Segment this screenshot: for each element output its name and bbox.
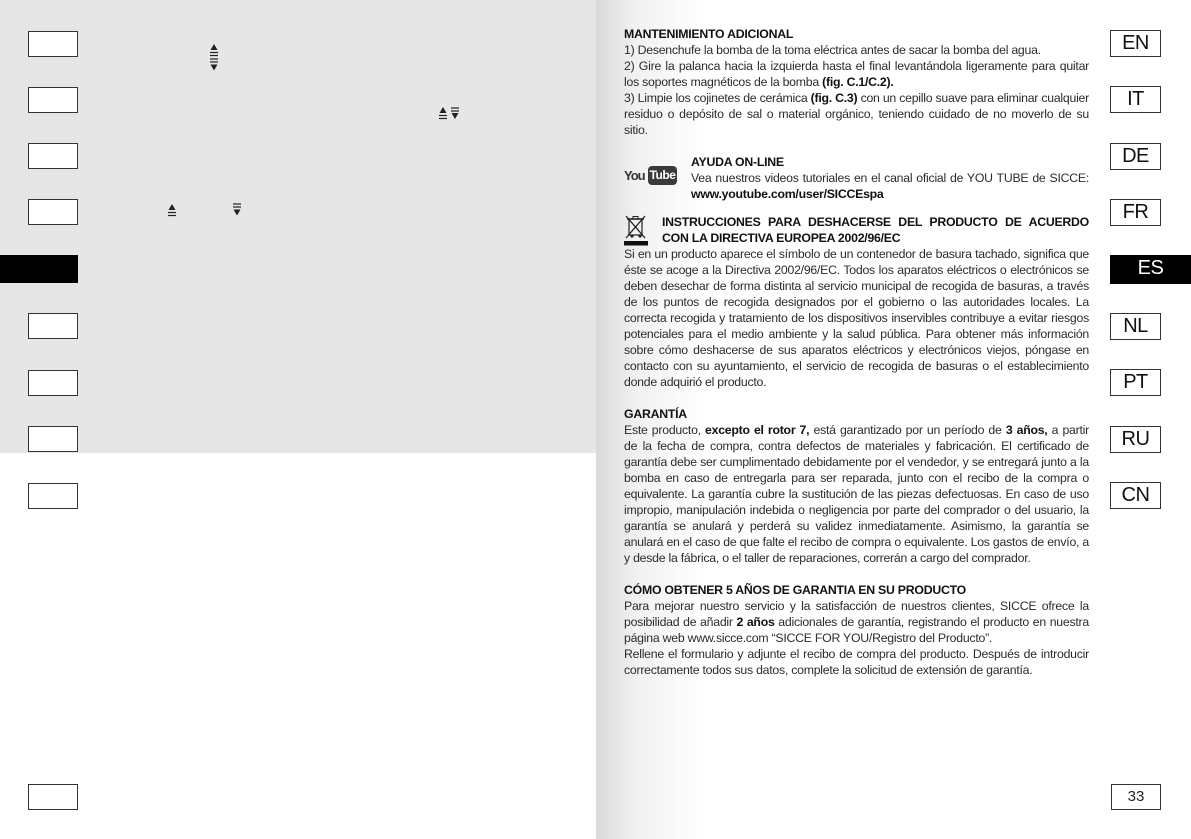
youtube-logo-icon — [624, 166, 678, 186]
maintenance-step-1-text: 1) Desenchufe la bomba de la toma eléctrica antes de sacar la bomba del agua. — [624, 43, 1041, 57]
left-lang-tab-2[interactable] — [28, 87, 78, 113]
text-column — [624, 26, 1089, 678]
lang-tab-pt[interactable]: PT — [1110, 369, 1161, 396]
left-lang-tab-active[interactable] — [0, 255, 78, 283]
warranty-text-a: Este producto, — [624, 423, 706, 437]
youtube-logo-tube: Tube — [648, 166, 677, 185]
youtube-logo-you: You — [624, 168, 645, 183]
figure-reference: (fig. C.1/C.2). — [822, 75, 894, 89]
warranty-title: GARANTÍA — [624, 407, 687, 421]
online-help-text — [691, 170, 1089, 202]
extension-text-1 — [624, 598, 1089, 646]
disposal-text: Si en un producto aparece el símbolo de un contenedor de basura tachado, significa que éste se acoge a la Directiva 2002/96/EC. Todos los aparatos eléctricos o electrónicos se deben desechar de forma distinta al servicio municipal de recogida de basuras, a través de los puntos de recogida designados por el gobierno o las autoridades locales. La correcta recogida y tratamiento de los dispositivos inservibles contribuye a evitar riesgos potenciales para el medio ambiente y la salud pública. Para obtener más información sobre cómo deshacerse de sus aparatos eléctricos y electrónicos viejos, póngase en contacto con su ayuntamiento, el servicio de recogida de basuras o el establecimiento donde adquirió el producto. — [624, 247, 1089, 389]
disposal-heading-block — [624, 214, 1089, 246]
level-up-down-inline-icon — [438, 107, 462, 120]
lang-tab-ru[interactable]: RU — [1110, 426, 1161, 453]
left-lang-tab-3[interactable] — [28, 143, 78, 169]
lang-tab-de[interactable]: DE — [1110, 143, 1161, 170]
warranty-exception: excepto el rotor 7, — [705, 423, 810, 437]
left-lang-tab-4[interactable] — [28, 199, 78, 225]
left-lang-tab-9[interactable] — [28, 483, 78, 509]
left-lang-tab-6[interactable] — [28, 313, 78, 339]
level-down-icon — [231, 203, 243, 217]
lang-tab-cn[interactable]: CN — [1110, 482, 1161, 509]
extension-text-b: adicionales de garantía, registrando el producto en nuestra página web www.sicce.com “SICCE FOR YOU/Registro del Producto”. — [624, 615, 1089, 645]
warranty-text-c: a partir de la fecha de compra, contra defectos de materiales y fabricación. El certificado de garantía debe ser cumplimentado debidamente por el vendedor, y se entregará junto a la bomba en caso de entregarla para ser reparada, junto con el recibo de la compra o equivalente. La garantía cubre la sustitución de las piezas defectuosas. En caso de uso impropio, manipulación indebida o negligencia por parte del comprador o del usuario, la garantía se anulará y perderá su validez inmediatamente. Asimismo, la garantía se anulará en el caso de que falte el recibo de compra o equivalente. Los gastos de envío, a y desde la fábrica, o el taller de reparaciones, correrán a cargo del comprador. — [624, 423, 1089, 565]
extension-text-a: Para mejorar nuestro servicio y la satisfacción de nuestros clientes, SICCE ofrece la posibilidad de añadir — [624, 599, 1089, 629]
page-number: 33 — [1111, 784, 1161, 810]
maintenance-step-1 — [624, 42, 1089, 58]
maintenance-step-2-text: 2) Gire la palanca hacia la izquierda hasta el final levantándola ligeramente para quitar los soportes magnéticos de la bomba — [624, 59, 1089, 89]
left-lang-tab-1[interactable] — [28, 31, 78, 57]
online-help-title: AYUDA ON-LINE — [691, 155, 784, 169]
level-up-icon — [166, 203, 178, 217]
lang-tab-fr[interactable]: FR — [1110, 199, 1161, 226]
lang-tab-en[interactable]: EN — [1110, 30, 1161, 57]
maintenance-step-3 — [624, 90, 1089, 138]
left-page-number-box — [28, 784, 78, 810]
extension-years: 2 años — [736, 615, 775, 629]
maintenance-step-3-text-a: 3) Limpie los cojinetes de cerámica — [624, 91, 811, 105]
maintenance-title: MANTENIMIENTO ADICIONAL — [624, 27, 794, 41]
extension-text-2: Rellene el formulario y adjunte el recibo de compra del producto. Después de introducir correctamente todos sus datos, complete la solicitud de extensión de garantía. — [624, 647, 1089, 677]
youtube-channel-link[interactable]: www.youtube.com/user/SICCEspa — [691, 187, 884, 201]
extension-title: CÓMO OBTENER 5 AÑOS DE GARANTIA EN SU PRODUCTO — [624, 583, 966, 597]
lang-tab-it[interactable]: IT — [1110, 86, 1161, 113]
online-help-body: Vea nuestros videos tutoriales en el canal oficial de YOU TUBE de SICCE: — [691, 171, 1089, 185]
maintenance-step-2 — [624, 58, 1089, 90]
lang-tab-nl[interactable]: NL — [1110, 313, 1161, 340]
warranty-text-b: está garantizado por un período de — [809, 423, 1006, 437]
online-help-section — [624, 154, 1089, 202]
lang-tab-es-active[interactable]: ES — [1110, 255, 1191, 284]
disposal-title: INSTRUCCIONES PARA DESHACERSE DEL PRODUCTO DE ACUERDO CON LA DIRECTIVA EUROPEA 2002/96/EC — [662, 215, 1089, 245]
left-lang-tab-7[interactable] — [28, 370, 78, 396]
warranty-text — [624, 422, 1089, 566]
left-lang-tab-8[interactable] — [28, 426, 78, 452]
level-up-down-icon — [208, 44, 220, 72]
warranty-period: 3 años, — [1005, 423, 1048, 437]
left-page-shaded-area — [0, 0, 596, 453]
crossed-bin-icon — [624, 214, 648, 246]
maintenance-step-3-text-b: con un cepillo suave para eliminar cualquier residuo o depósito de sal o material orgánico, teniendo cuidado de no moverlo de su sitio. — [624, 91, 1089, 137]
figure-reference: (fig. C.3) — [810, 91, 858, 105]
